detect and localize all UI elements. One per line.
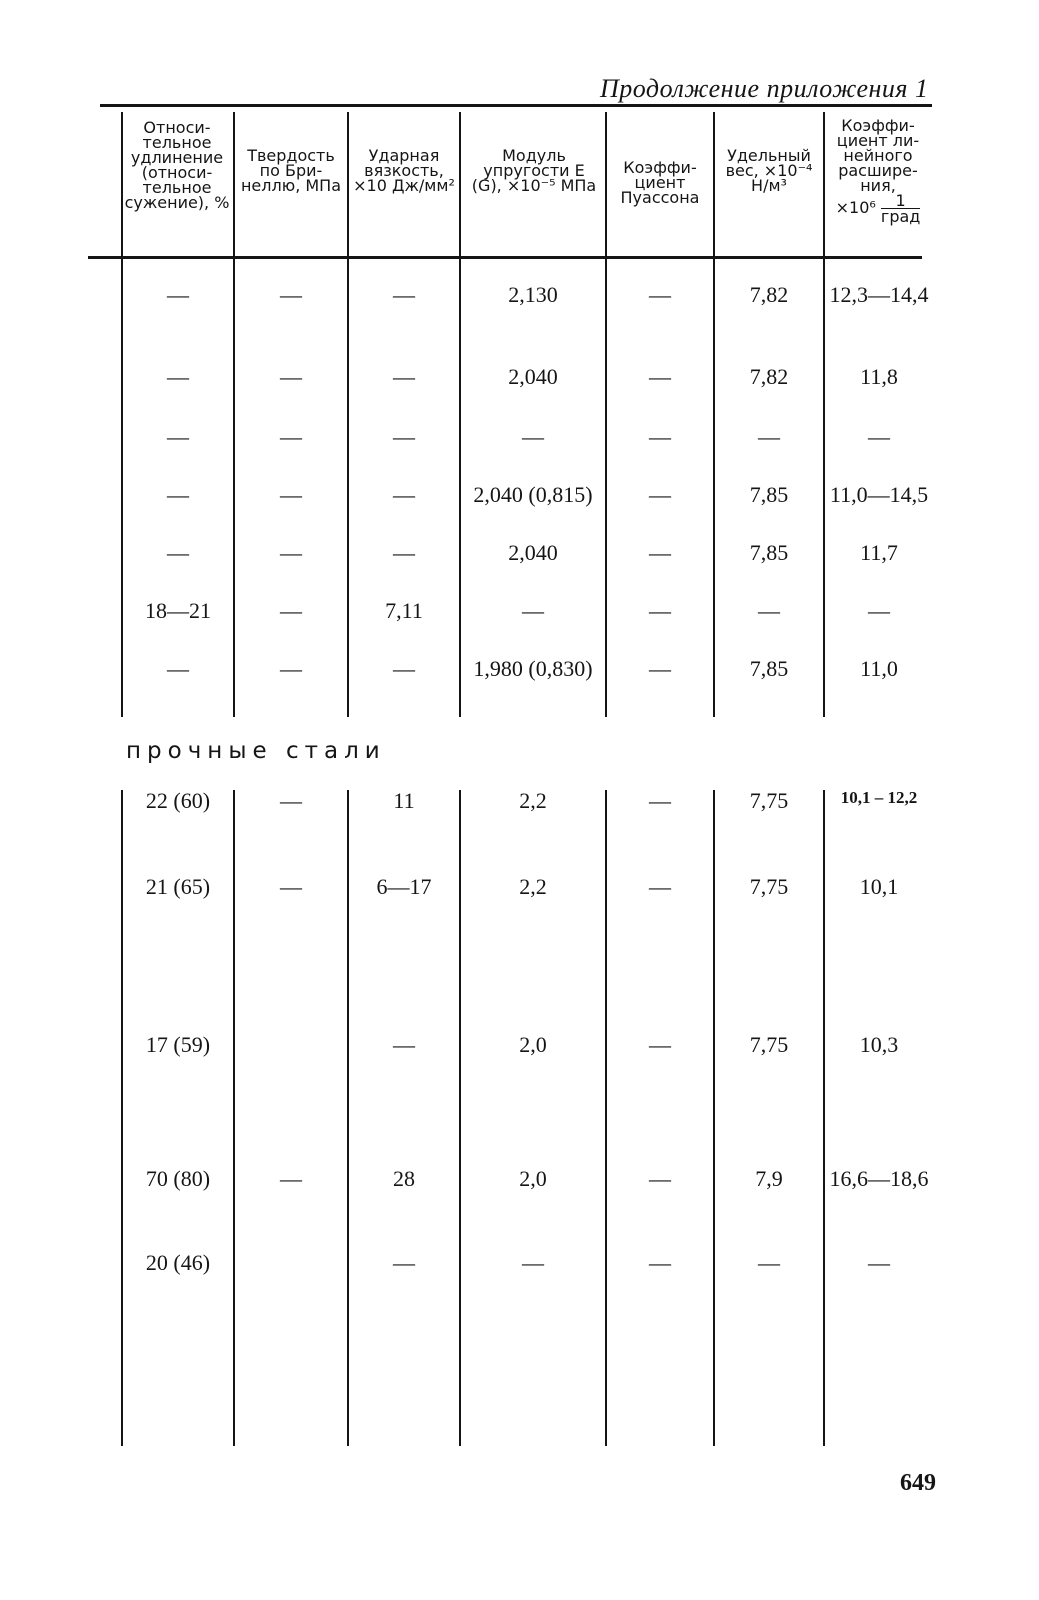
table-cell: —: [649, 482, 671, 507]
table-cell: —: [280, 656, 302, 681]
column-divider: [347, 112, 349, 717]
table-cell: —: [649, 1166, 671, 1191]
table-cell: 2,040 (0,815): [473, 482, 593, 507]
header-thermal-expansion-label: Коэффи-циент ли-нейного расшире-ния,: [836, 116, 920, 195]
table-cell: —: [522, 598, 544, 623]
table-cell: 21 (65): [145, 874, 211, 899]
header-specific-weight: Удельный вес, ×10⁻⁴ Н/м³: [725, 146, 813, 195]
page-caption: Продолжение приложения 1: [600, 74, 929, 103]
table-cell: —: [649, 598, 671, 623]
table-cell: —: [167, 540, 189, 565]
table-cell: —: [167, 656, 189, 681]
table-cell: —: [522, 1250, 544, 1275]
column-divider: [121, 112, 123, 717]
table-cell: —: [649, 1250, 671, 1275]
table-cell: —: [280, 424, 302, 449]
table-cell: 11,8: [860, 364, 898, 389]
table-cell: —: [393, 1032, 415, 1057]
column-divider: [713, 112, 715, 717]
table-cell: 12,3—14,4: [829, 282, 929, 307]
table-cell: —: [393, 482, 415, 507]
table-cell: —: [649, 424, 671, 449]
section-title: прочные стали: [126, 738, 386, 764]
table-cell: —: [167, 482, 189, 507]
table-cell: —: [649, 656, 671, 681]
table-cell: 7,11: [385, 598, 423, 623]
table-cell: —: [393, 656, 415, 681]
table-cell: —: [758, 1250, 780, 1275]
table-cell: —: [649, 364, 671, 389]
table-cell: 7,75: [749, 874, 789, 899]
header-elastic-modulus: Модуль упругости E (G), ×10⁻⁵ МПа: [471, 146, 597, 195]
table-cell: —: [280, 364, 302, 389]
column-divider: [823, 112, 825, 717]
table-cell: 7,82: [749, 282, 789, 307]
table-cell: 20 (46): [145, 1250, 211, 1275]
table-cell: 7,9: [755, 1166, 783, 1191]
table-top-rule: [100, 104, 932, 107]
table-cell: 2,0: [519, 1032, 547, 1057]
table-cell: 28: [393, 1166, 415, 1191]
unit-denominator: град: [880, 207, 921, 226]
table-cell: —: [758, 424, 780, 449]
header-poisson-ratio: Коэффи-циент Пуассона: [620, 158, 700, 207]
table-cell: 11: [393, 788, 415, 813]
table-cell: 2,040: [508, 540, 558, 565]
table-cell: 2,2: [519, 874, 547, 899]
table-cell: —: [522, 424, 544, 449]
header-thermal-expansion-unit: [881, 193, 920, 224]
unit-numerator: 1: [881, 193, 920, 209]
table-cell: —: [868, 1250, 890, 1275]
table-cell: —: [280, 282, 302, 307]
table-cell: 7,85: [749, 656, 789, 681]
table-cell: 7,75: [749, 1032, 789, 1057]
table-cell: 10,1: [859, 874, 899, 899]
table-cell: 10,1 – 12,2: [840, 788, 918, 807]
table-cell: —: [649, 874, 671, 899]
table-cell: —: [167, 282, 189, 307]
header-thermal-expansion: [826, 118, 930, 224]
table-cell: —: [393, 540, 415, 565]
table-cell: —: [167, 424, 189, 449]
table-cell: 1,980 (0,830): [473, 656, 593, 681]
column-divider: [605, 112, 607, 717]
table-cell: —: [393, 424, 415, 449]
table-cell: —: [649, 540, 671, 565]
header-thermal-expansion-factor: ×10⁶: [835, 198, 876, 217]
table-cell: 7,85: [749, 540, 789, 565]
header-hardness: Твердость по Бри-неллю, МПа: [240, 146, 342, 195]
table-cell: —: [868, 598, 890, 623]
table-cell: —: [393, 1250, 415, 1275]
header-elongation: Относи-тельное удлинение (относи-тельное сужение), %: [124, 118, 230, 212]
column-divider: [233, 112, 235, 717]
table-cell: —: [280, 1166, 302, 1191]
table-cell: 11,0—14,5: [829, 482, 929, 507]
page-number: 649: [900, 1470, 936, 1496]
table-cell: 6—17: [376, 874, 432, 899]
table-cell: —: [280, 874, 302, 899]
table-cell: —: [649, 788, 671, 813]
table-cell: 16,6—18,6: [829, 1166, 929, 1191]
table-cell: 2,040: [508, 364, 558, 389]
table-cell: 18—21: [145, 598, 211, 623]
table-cell: —: [280, 788, 302, 813]
table-cell: —: [393, 282, 415, 307]
table-cell: —: [868, 424, 890, 449]
table-cell: —: [649, 1032, 671, 1057]
table-cell: 17 (59): [145, 1032, 211, 1057]
header-impact-strength: Ударная вязкость, ×10 Дж/мм²: [353, 146, 455, 195]
table-cell: —: [167, 364, 189, 389]
table-cell: 11,0: [860, 656, 898, 681]
table-cell: —: [280, 540, 302, 565]
table-cell: —: [649, 282, 671, 307]
table-cell: 7,82: [749, 364, 789, 389]
table-cell: 7,85: [749, 482, 789, 507]
table-cell: —: [280, 482, 302, 507]
table-cell: —: [758, 598, 780, 623]
table-cell: 22 (60): [145, 788, 211, 813]
table-cell: —: [280, 598, 302, 623]
table-cell: 2,0: [519, 1166, 547, 1191]
table-cell: 10,3: [859, 1032, 899, 1057]
column-divider: [459, 112, 461, 717]
table-cell: 2,130: [508, 282, 558, 307]
table-cell: 70 (80): [145, 1166, 211, 1191]
table-cell: 2,2: [519, 788, 547, 813]
table-cell: —: [393, 364, 415, 389]
header-bottom-rule: [88, 256, 922, 259]
table-cell: 7,75: [749, 788, 789, 813]
table-cell: 11,7: [860, 540, 898, 565]
